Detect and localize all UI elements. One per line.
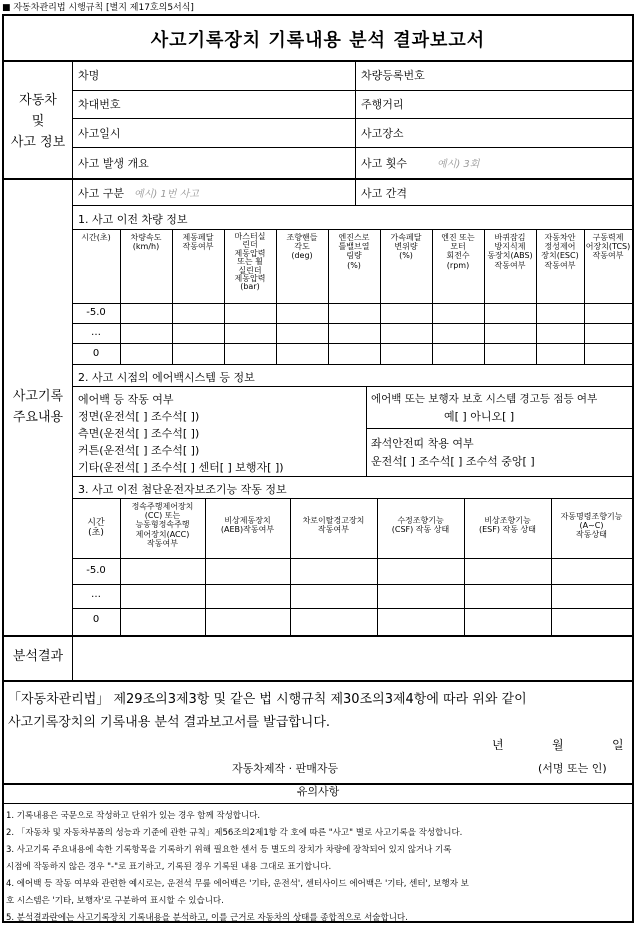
rule xyxy=(72,229,632,230)
declaration-line-2: 사고기록장치의 기록내용 분석 결과보고서를 발급합니다. xyxy=(8,715,331,730)
rule xyxy=(72,498,632,499)
note-item: 4. 에어백 등 작동 여부와 관련한 예시로는, 운전석 무릎 에어백은 '기타, 운전석', 센터사이드 에어백은 '기타, 센터', 보행자 보 xyxy=(6,879,469,889)
seatbelt-title: 좌석안전띠 착용 여부 xyxy=(371,437,474,450)
rule xyxy=(72,584,632,585)
rule xyxy=(4,635,632,637)
adas-col-header: 수정조향기능 (CSF) 작동 상태 xyxy=(391,516,450,535)
rule xyxy=(72,205,632,206)
field-vin[interactable]: 차대번호 xyxy=(78,98,121,111)
field-accident-location[interactable]: 사고장소 xyxy=(361,127,404,140)
rule xyxy=(72,608,632,609)
note-item: 1. 기록내용은 국문으로 작성하고 단위가 있는 경우 함께 작성합니다. xyxy=(6,811,261,821)
adas-col-header: 차로이탈경고장치 작동여부 xyxy=(302,516,365,535)
airbag-front[interactable]: 정면(운전석[ ] 조수석[ ]) xyxy=(78,410,200,423)
pre-accident-title: 1. 사고 이전 차량 정보 xyxy=(78,213,188,226)
rule xyxy=(72,476,632,477)
analysis-label: 분석결과 xyxy=(12,649,64,664)
pre-col-header: 자동차안 정성제어 장치(ESC) 작동여부 xyxy=(541,233,579,270)
section-label-content: 사고기록 주요내용 xyxy=(12,389,64,425)
notes-title: 유의사항 xyxy=(296,785,340,798)
adas-col-header: 비상제동장치 (AEB)작동여부 xyxy=(220,516,275,535)
pre-col-header: 제동페달 작동여부 xyxy=(182,233,214,252)
accident-count-placeholder: 예시) 3회 xyxy=(437,159,480,170)
rule xyxy=(72,303,632,304)
rule xyxy=(366,386,367,476)
adas-row-time: … xyxy=(91,589,101,600)
note-item: 5. 분석결과란에는 사고기록장치 기록내용을 분석하고, 이를 근거로 자동차의 상태를 종합적으로 서술합니다. xyxy=(6,913,408,923)
pre-col-header: 엔진 또는 모터 회전수 (rpm) xyxy=(441,233,475,270)
pre-col-header: 조향핸들 각도 (deg) xyxy=(286,233,318,261)
seatbelt-options[interactable]: 운전석[ ] 조수석[ ] 조수석 중앙[ ] xyxy=(371,455,535,468)
airbag-other[interactable]: 기타(운전석[ ] 조수석[ ] 센터[ ] 보행자[ ]) xyxy=(78,461,284,474)
warning-light-options[interactable]: 예[ ] 아니오[ ] xyxy=(444,410,515,423)
rule xyxy=(72,147,632,148)
airbag-section-title: 2. 사고 시점의 에어백시스템 등 정보 xyxy=(78,371,255,384)
rule xyxy=(72,323,632,324)
date-day-label: 일 xyxy=(612,738,624,752)
adas-row-time: 0 xyxy=(92,614,100,625)
airbag-side[interactable]: 측면(운전석[ ] 조수석[ ]) xyxy=(78,427,200,440)
note-item: 호 시스템은 '기타, 보행자'로 구분하여 표시할 수 있습니다. xyxy=(6,896,224,906)
rule xyxy=(72,386,632,387)
note-item: 2. 「자동차 및 자동차부품의 성능과 기준에 관한 규칙」제56조의2제1항 각 호에 따른 "사고" 별로 사고기록을 작성합니다. xyxy=(6,828,463,838)
pre-col-header: 가속페달 변위량 (%) xyxy=(390,233,422,261)
rule xyxy=(4,60,632,62)
note-item: 시점에 작동하지 않은 경우 "-"로 표기하고, 기록된 경우 기록된 내용 그대로 표기합니다. xyxy=(6,862,332,872)
adas-col-header: 비상조향기능 (ESF) 작동 상태 xyxy=(479,516,536,535)
pre-col-header: 구동력제 어장치(TCS) 작동여부 xyxy=(585,233,631,261)
accident-type-placeholder: 예시) 1번 사고 xyxy=(134,189,199,200)
pre-col-header: 마스터실 린더 제동압력 또는 휠 실린더 제동압력 (bar) xyxy=(234,232,266,292)
rule xyxy=(4,803,632,804)
rule xyxy=(72,118,632,119)
rule xyxy=(366,428,632,429)
airbag-deploy-title: 에어백 등 작동 여부 xyxy=(78,393,174,406)
field-accident-interval[interactable]: 사고 간격 xyxy=(361,187,408,200)
pre-col-header: 시간(초) xyxy=(81,233,111,242)
pre-col-header: 바퀴잠김 방지식제 동장치(ABS) 작동여부 xyxy=(487,233,533,270)
field-accident-type[interactable]: 사고 구분 예시) 1번 사고 xyxy=(78,187,199,200)
rule xyxy=(72,558,632,559)
warning-light-title: 에어백 또는 보행자 보호 시스템 경고등 점등 여부 xyxy=(371,393,598,405)
rule xyxy=(4,178,632,180)
form-title: 사고기록장치 기록내용 분석 결과보고서 xyxy=(150,30,486,51)
form-reference: ■ 자동차관리법 시행규칙 [별지 제17호의5서식] xyxy=(2,3,194,13)
adas-col-header: 시간 (초) xyxy=(87,518,105,539)
rule xyxy=(72,343,632,344)
date-month-label: 월 xyxy=(552,738,564,752)
rule xyxy=(4,680,632,682)
rule xyxy=(72,60,73,680)
date-year-label: 년 xyxy=(492,738,504,752)
field-vehicle-name[interactable]: 차명 xyxy=(78,69,100,82)
pre-col-header: 차량속도 (km/h) xyxy=(130,233,162,252)
adas-col-header: 정속주행제어장치 (CC) 또는 능동형정속주행 제어장치(ACC) 작동여부 xyxy=(131,502,194,548)
signature-label[interactable]: (서명 또는 인) xyxy=(538,762,607,775)
analysis-result-field[interactable] xyxy=(74,638,630,678)
field-accident-datetime[interactable]: 사고일시 xyxy=(78,127,121,140)
rule xyxy=(72,364,632,365)
airbag-curtain[interactable]: 커튼(운전석[ ] 조수석[ ]) xyxy=(78,444,200,457)
adas-col-header: 자동명령조향기능 (A~C) 작동상태 xyxy=(560,512,623,540)
pre-row-time: 0 xyxy=(92,348,100,359)
note-item: 3. 사고기록 주요내용에 속한 기록항목을 기록하기 위해 필요한 센서 등 별도의 장치가 차량에 장착되어 있지 않거나 기록 xyxy=(6,845,452,855)
adas-section-title: 3. 사고 이전 첨단운전자보조기능 작동 정보 xyxy=(78,483,287,496)
field-accident-count[interactable]: 사고 횟수 예시) 3회 xyxy=(361,157,480,170)
field-mileage[interactable]: 주행거리 xyxy=(361,98,404,111)
field-registration-no[interactable]: 차량등록번호 xyxy=(361,69,425,82)
rule xyxy=(72,90,632,91)
adas-row-time: -5.0 xyxy=(86,565,106,576)
pre-row-time: … xyxy=(91,327,101,338)
pre-row-time: -5.0 xyxy=(86,307,106,318)
pre-col-header: 엔진스로 틀밸브열 림량 (%) xyxy=(338,233,370,270)
declaration-line-1: 「자동차관리법」 제29조의3제3항 및 같은 법 시행규칙 제30조의3제4항에 따라 위와 같이 xyxy=(8,692,527,707)
issuer-label: 자동차제작 · 판매자등 xyxy=(232,762,339,775)
rule xyxy=(355,60,356,205)
section-label-vehicle: 자동차 및 사고 정보 xyxy=(10,93,66,150)
field-accident-summary[interactable]: 사고 발생 개요 xyxy=(78,157,149,170)
